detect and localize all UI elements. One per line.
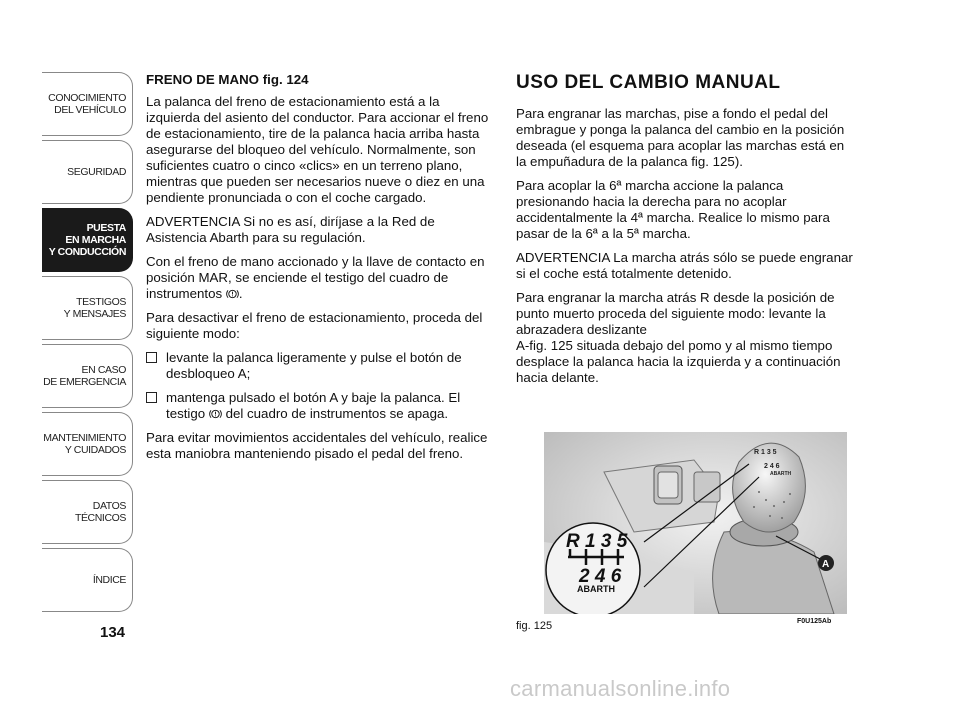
section-heading-freno: FRENO DE MANO fig. 124 (146, 72, 309, 87)
tab-seguridad[interactable]: SEGURIDAD (42, 140, 133, 204)
tab-conocimiento-vehiculo[interactable]: CONOCIMIENTO DEL VEHÍCULO (42, 72, 133, 136)
knob-pattern-bottom: 2 4 6 (764, 463, 780, 470)
checkbox-bullet-icon (146, 392, 157, 403)
tab-mantenimiento[interactable]: MANTENIMIENTO Y CUIDADOS (42, 412, 133, 476)
list-item: levante la palanca ligeramente y pulse el botón de desbloqueo A; (146, 350, 496, 382)
knob-brand-small: ABARTH (770, 471, 792, 477)
tab-emergencia[interactable]: EN CASO DE EMERGENCIA (42, 344, 133, 408)
paragraph: Para engranar la marcha atrás R desde la posición de punto muerto proceda del siguiente modo: levante la abrazadera deslizante A-fig. 125 situada debajo del pomo y al mismo tiempo desplace la palanca hacia la izquierda y a continuación hacia delante. (516, 290, 841, 385)
gear-knob-illustration (544, 432, 847, 614)
paragraph: Para acoplar la 6ª marcha accione la palanca presionando hacia la derecha para no acoplar accidentalmente la 4ª marcha. Realice lo mismo para pasar de la 6ª a la 5ª marcha. (516, 178, 830, 241)
tab-datos-tecnicos[interactable]: DATOS TÉCNICOS (42, 480, 133, 544)
figure-code: F0U125Ab (797, 618, 832, 625)
page-number: 134 (100, 624, 126, 641)
brake-warning-icon (209, 408, 222, 420)
brake-warning-icon (226, 288, 239, 300)
paragraph: Para evitar movimientos accidentales del vehículo, realice esta maniobra manteniendo pisado el pedal del freno. (146, 430, 488, 461)
list-item: mantenga pulsado el botón A y baje la palanca. El testigo del cuadro de instrumentos se apaga. (146, 390, 496, 422)
gear-pattern-top-row: R 1 3 5 (566, 531, 628, 552)
paragraph: La palanca del freno de estacionamiento está a la izquierda del asiento del conductor. Para accionar el freno de estacionamiento, tire de la palanca hacia arriba hasta asegurarse del bloqueo del vehículo. Normalmente, son suficientes cuatro o cinco «clics» en un terreno plano, mientras que pueden ser necesarios nueve o diez en una pendiente pronunciada o con el coche cargado. (146, 94, 489, 205)
knob-pattern-top: R 1 3 5 (754, 449, 777, 456)
figure-caption: fig. 125 (516, 620, 553, 632)
paragraph: Para engranar las marchas, pise a fondo el pedal del embrague y ponga la palanca del cambio en la posición deseada (el esquema para acoplar las marchas está en la empuñadura de la palanca fig. 125). (516, 106, 845, 169)
left-column (146, 72, 496, 470)
gear-pattern-bottom-row: 2 4 6 (579, 566, 622, 587)
tab-testigos-mensajes[interactable]: TESTIGOS Y MENSAJES (42, 276, 133, 340)
paragraph: Para desactivar el freno de estacionamiento, proceda del siguiente modo: (146, 310, 483, 341)
checkbox-bullet-icon (146, 352, 157, 363)
tab-indice[interactable]: ÍNDICE (42, 548, 133, 612)
watermark: carmanualsonline.info (510, 676, 731, 701)
right-column (516, 72, 856, 394)
warning-paragraph: ADVERTENCIA Si no es así, diríjase a la Red de Asistencia Abarth para su regulación. (146, 214, 435, 245)
brand-label: ABARTH (577, 584, 615, 594)
callout-a-label: A (822, 559, 830, 570)
section-heading-cambio: USO DEL CAMBIO MANUAL (516, 72, 781, 93)
paragraph: Con el freno de mano accionado y la llave de contacto en posición MAR, se enciende el testigo del cuadro de instrumentos . (146, 254, 485, 301)
tab-puesta-en-marcha[interactable]: PUESTA EN MARCHA Y CONDUCCIÓN (42, 208, 133, 272)
warning-paragraph: ADVERTENCIA La marcha atrás sólo se puede engranar si el coche está totalmente detenido. (516, 250, 853, 281)
